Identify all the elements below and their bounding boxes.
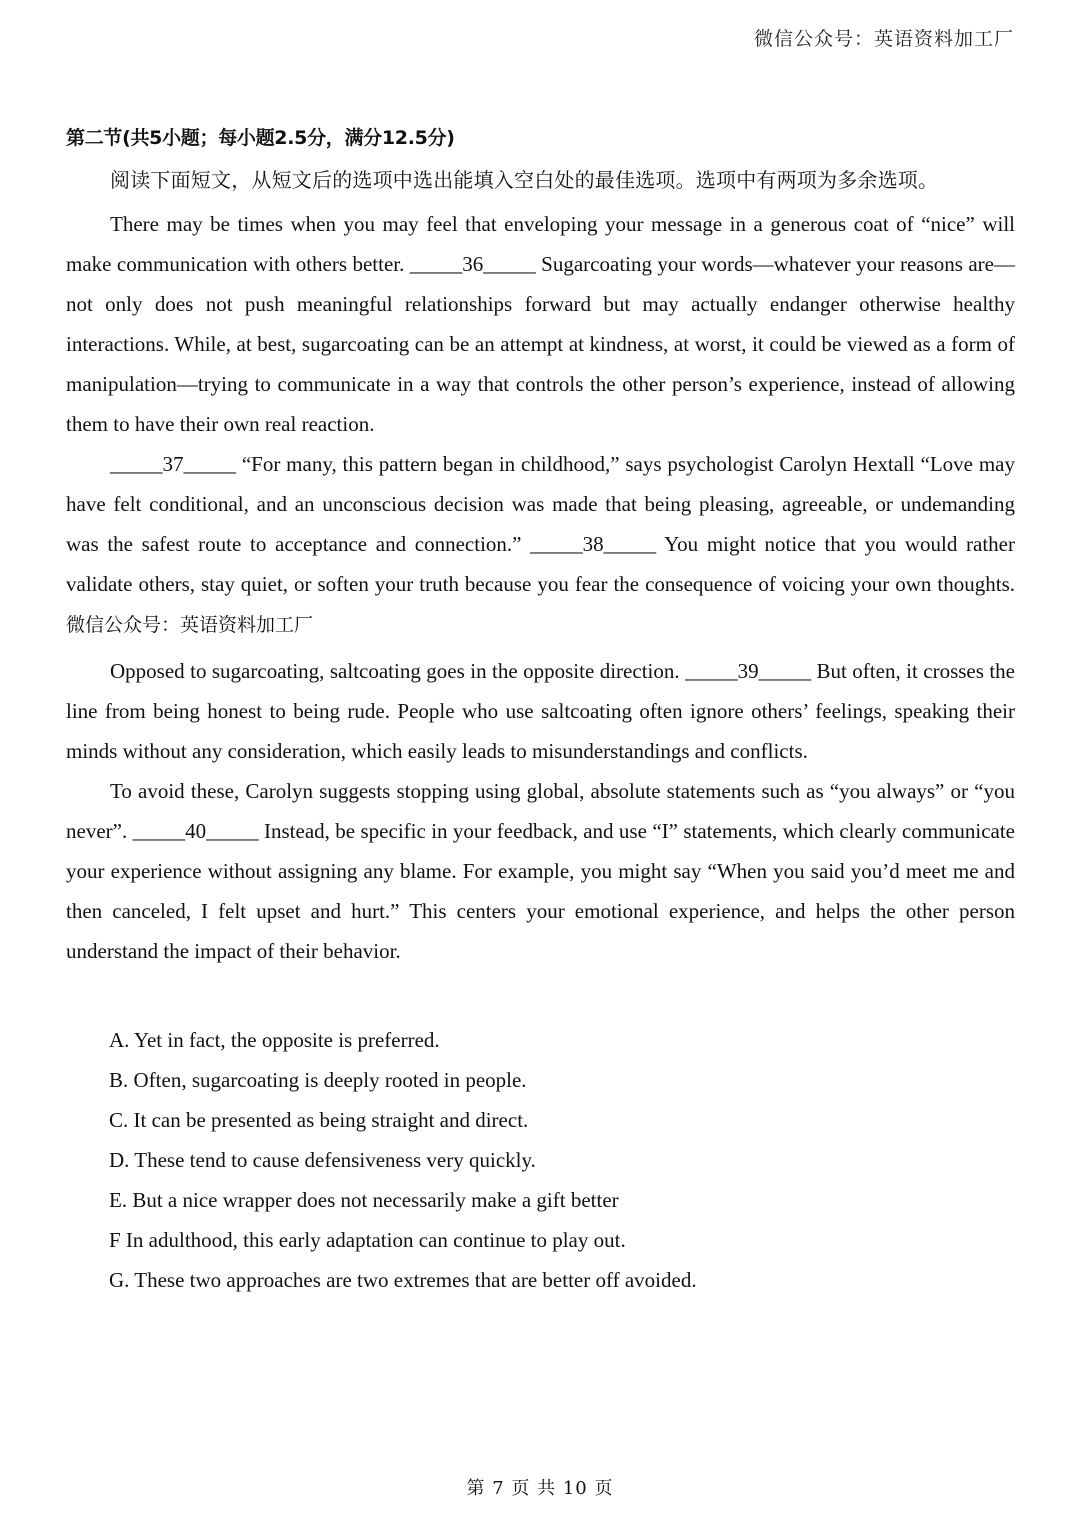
paragraph-text: Instead, be specific in your feedback, and use “I” statements, which clearly communicate your experience without assigning any blame. For example, you might say “When you said you’d meet me and then canceled, I felt upset and hurt.” This centers your emotional experience, and helps the other person understand the impact of their behavior. [66, 819, 1015, 963]
section-title: 第二节(共5小题；每小题2.5分，满分12.5分) [66, 127, 455, 149]
header-brand: 微信公众号：英语资料加工厂 [753, 28, 1014, 50]
option-e: E. But a nice wrapper does not necessarily make a gift better [109, 1188, 619, 1212]
inline-watermark: 微信公众号：英语资料加工厂 [66, 614, 314, 636]
blank-37: _____37_____ [110, 452, 236, 476]
page-number: 第 7 页 共 10 页 [466, 1478, 614, 1499]
paragraph-text: There may be times when you may feel that enveloping your message in a generous coat of “nice” will make communication with others better. [66, 212, 1015, 276]
section-instruction: 阅读下面短文，从短文后的选项中选出能填入空白处的最佳选项。选项中有两项为多余选项。 [110, 168, 939, 192]
passage-paragraph-3 [66, 651, 1015, 771]
paragraph-text: You might notice that you would rather validate others, stay quiet, or soften your truth because you fear the consequence of voicing your own thoughts. [66, 532, 1015, 596]
paragraph-text: Opposed to sugarcoating, saltcoating goes in the opposite direction. [110, 659, 686, 683]
document-body [66, 122, 1015, 971]
paragraph-text: To avoid these, Carolyn suggests stopping using global, absolute statements such as “you always” or “you never”. [66, 779, 1015, 843]
answer-options-list [109, 1020, 697, 1300]
paragraph-text: Sugarcoating your words—whatever your reasons are—not only does not push meaningful relationships forward but may actually endanger otherwise healthy interactions. While, at best, sugarcoating can be an attempt at kindness, at worst, it could be viewed as a form of manipulation—trying to communicate in a way that controls the other person’s experience, instead of allowing them to have their own real reaction. [66, 252, 1015, 436]
paragraph-text: “For many, this pattern began in childhood,” says psychologist Carolyn Hextall “Love may have felt conditional, and an unconscious decision was made that being pleasing, agreeable, or undemanding was the safest route to acceptance and connection.” [66, 452, 1015, 556]
blank-40: _____40_____ [132, 819, 259, 843]
passage-paragraph-4 [66, 771, 1015, 971]
option-c: C. It can be presented as being straight and direct. [109, 1108, 529, 1132]
blank-38: _____38_____ [530, 532, 657, 556]
passage-paragraph-2 [66, 444, 1015, 645]
paragraph-text: But often, it crosses the line from being honest to being rude. People who use saltcoating often ignore others’ feelings, speaking their minds without any consideration, which easily leads to misunderstandings and conflicts. [66, 659, 1016, 763]
option-d: D. These tend to cause defensiveness very quickly. [109, 1148, 536, 1172]
option-b: B. Often, sugarcoating is deeply rooted in people. [109, 1068, 527, 1092]
blank-36: _____36_____ [409, 252, 536, 276]
blank-39: _____39_____ [685, 659, 812, 683]
option-a: A. Yet in fact, the opposite is preferred. [109, 1028, 440, 1052]
option-f: F In adulthood, this early adaptation can continue to play out. [109, 1228, 626, 1252]
option-g: G. These two approaches are two extremes that are better off avoided. [109, 1268, 697, 1292]
passage-paragraph-1 [66, 204, 1015, 444]
